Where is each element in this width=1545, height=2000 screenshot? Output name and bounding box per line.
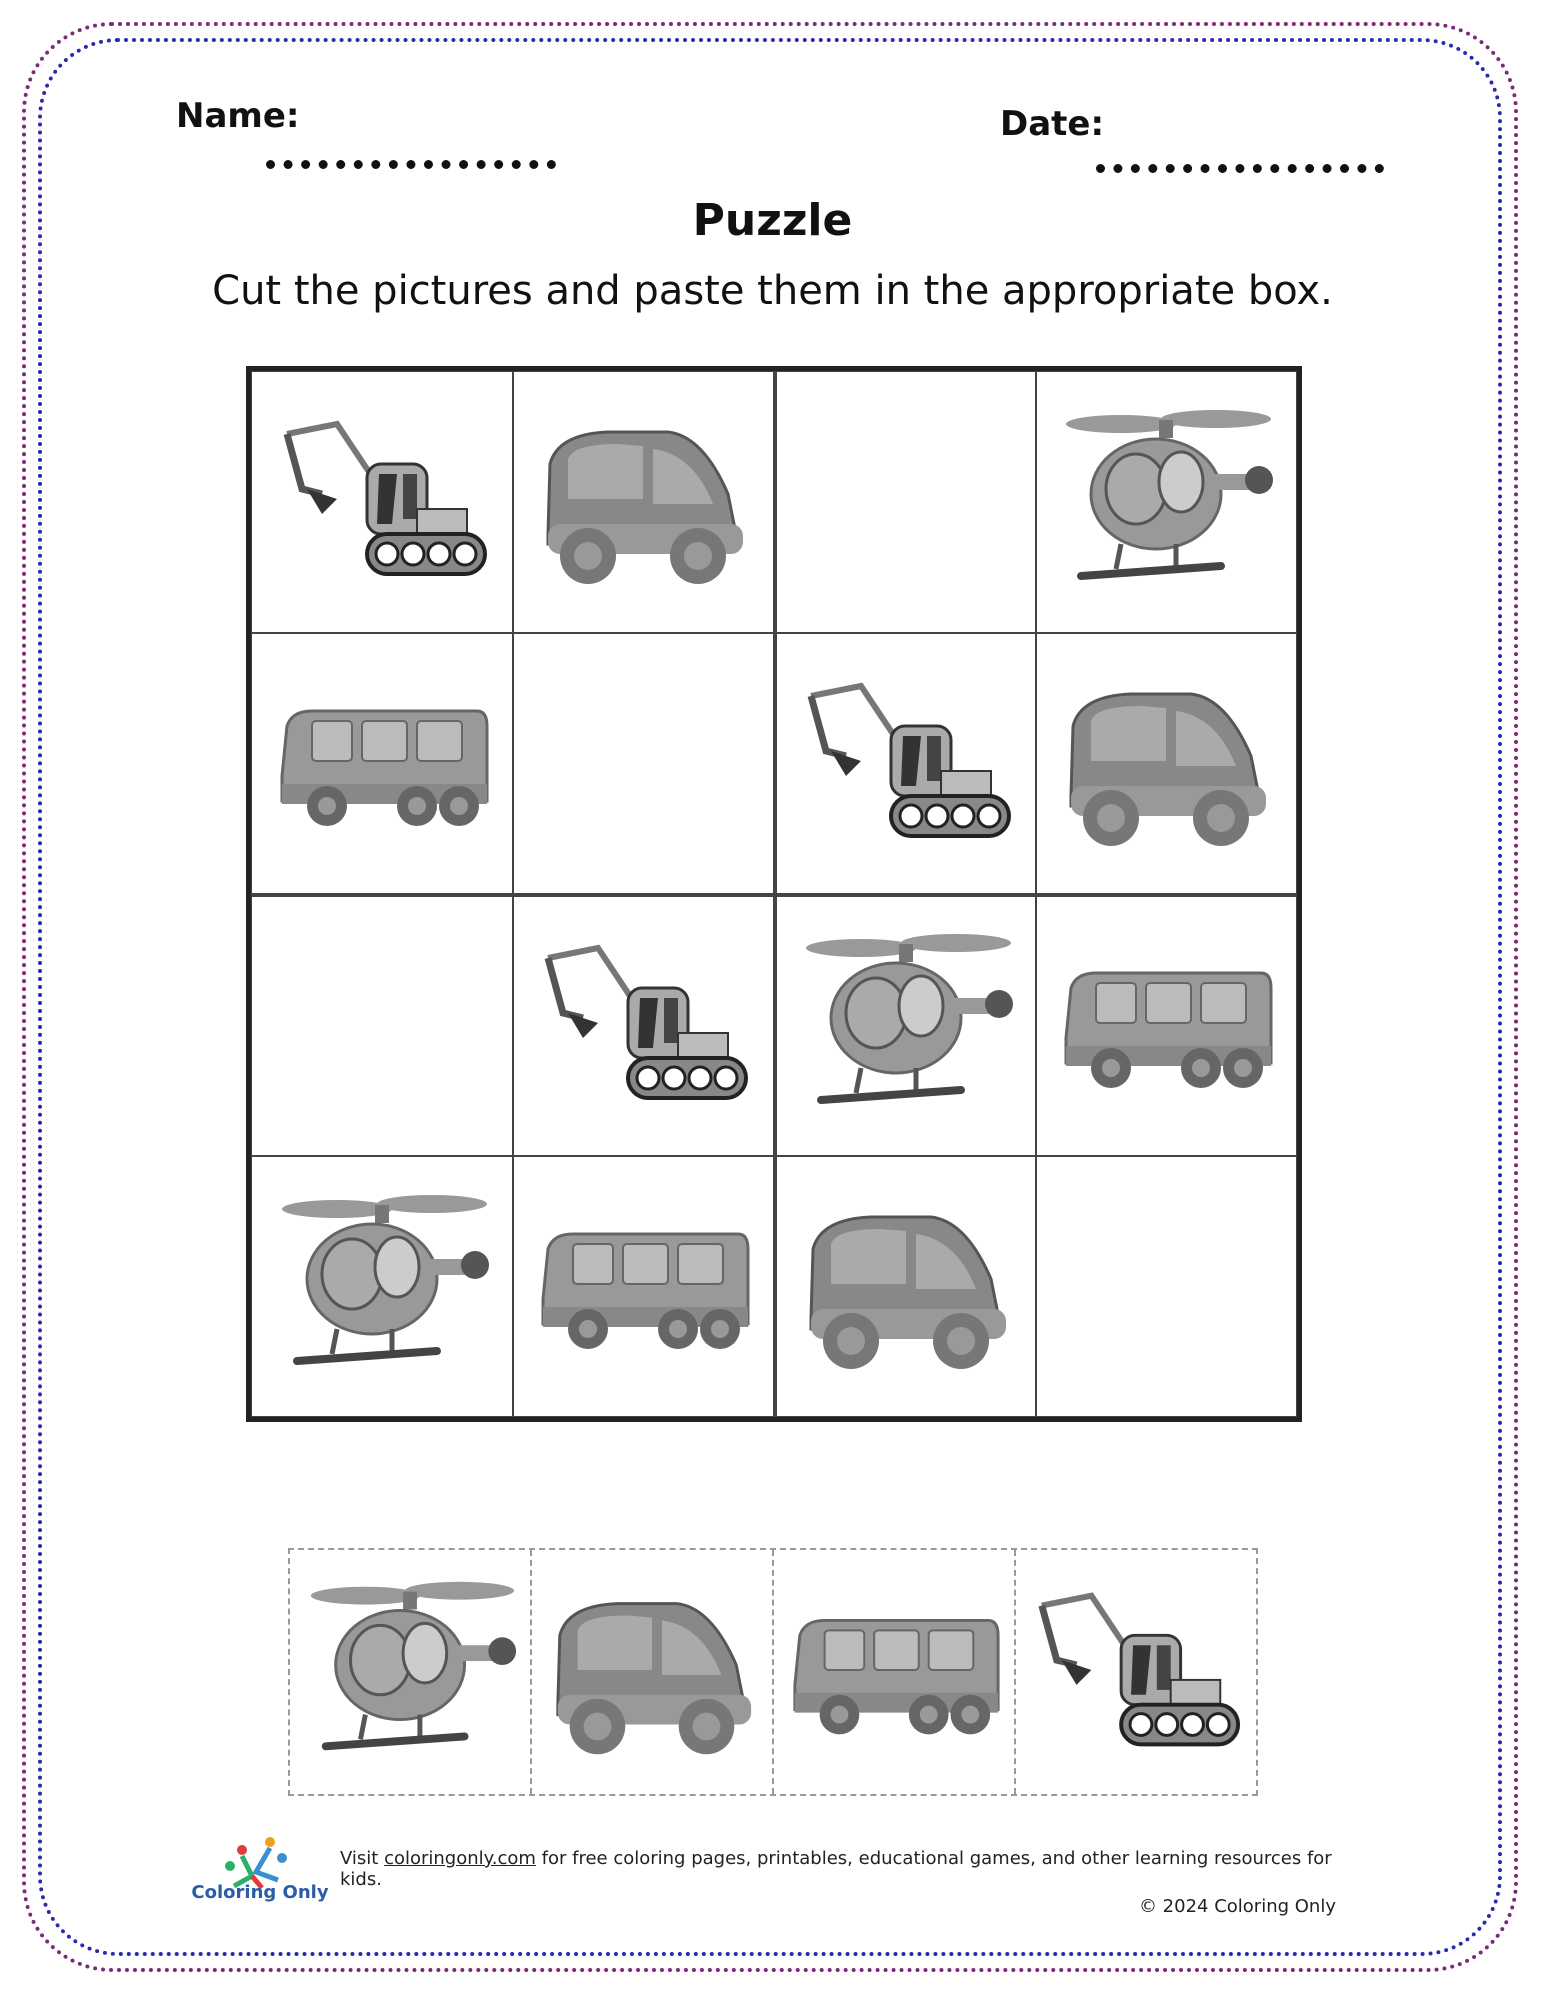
grid-cell-0-1 — [513, 371, 775, 633]
helicopter-icon — [296, 1565, 524, 1780]
name-label: Name: — [176, 96, 300, 136]
cutout-strip — [288, 1548, 1258, 1796]
cutout-piece-bus[interactable] — [774, 1550, 1016, 1794]
grid-cell-3-3[interactable] — [1036, 1156, 1298, 1418]
grid-cell-2-1 — [513, 894, 775, 1156]
bus-icon — [780, 1565, 1008, 1780]
grid-cell-2-0[interactable] — [251, 894, 513, 1156]
excavator-icon — [267, 394, 497, 609]
car-icon — [538, 1565, 766, 1780]
grid-cell-0-3 — [1036, 371, 1298, 633]
page-title: Puzzle — [692, 195, 853, 246]
excavator-icon — [791, 656, 1021, 871]
footer-line — [340, 1848, 1336, 1890]
grid-cell-3-0 — [251, 1156, 513, 1418]
instruction-text: Cut the pictures and paste them in the appropriate box. — [212, 268, 1333, 314]
footer-visit-prefix: Visit — [340, 1848, 385, 1869]
grid-cell-1-2 — [774, 633, 1036, 895]
grid-cell-1-0 — [251, 633, 513, 895]
car-icon — [1051, 656, 1281, 871]
copyright-text: © 2024 Coloring Only — [1138, 1896, 1336, 1917]
bus-icon — [267, 656, 497, 871]
bus-icon — [1051, 918, 1281, 1133]
excavator-icon — [1022, 1565, 1250, 1780]
grid-cell-2-3 — [1036, 894, 1298, 1156]
grid-cell-3-1 — [513, 1156, 775, 1418]
name-line[interactable] — [266, 148, 556, 169]
excavator-icon — [528, 918, 758, 1133]
logo-text: Coloring Only — [191, 1882, 329, 1903]
date-label: Date: — [1000, 104, 1105, 144]
helicopter-icon — [267, 1179, 497, 1394]
puzzle-grid — [246, 366, 1302, 1422]
helicopter-icon — [1051, 394, 1281, 609]
grid-cell-0-0 — [251, 371, 513, 633]
grid-cell-2-2 — [774, 894, 1036, 1156]
car-icon — [791, 1179, 1021, 1394]
grid-cell-0-2[interactable] — [774, 371, 1036, 633]
cutout-piece-excavator[interactable] — [1016, 1550, 1256, 1794]
footer — [340, 1848, 1336, 1917]
footer-visit-suffix: for free coloring pages, printables, educational games, and other learning resources for kids. — [340, 1848, 1332, 1890]
car-icon — [528, 394, 758, 609]
grid-cell-1-1[interactable] — [513, 633, 775, 895]
bus-icon — [528, 1179, 758, 1394]
helicopter-icon — [791, 918, 1021, 1133]
coloringonly-link[interactable]: coloringonly.com — [384, 1848, 536, 1869]
grid-cell-3-2 — [774, 1156, 1036, 1418]
cutout-piece-car[interactable] — [532, 1550, 774, 1794]
grid-cell-1-3 — [1036, 633, 1298, 895]
cutout-piece-helicopter[interactable] — [290, 1550, 532, 1794]
date-line[interactable] — [1096, 152, 1384, 173]
